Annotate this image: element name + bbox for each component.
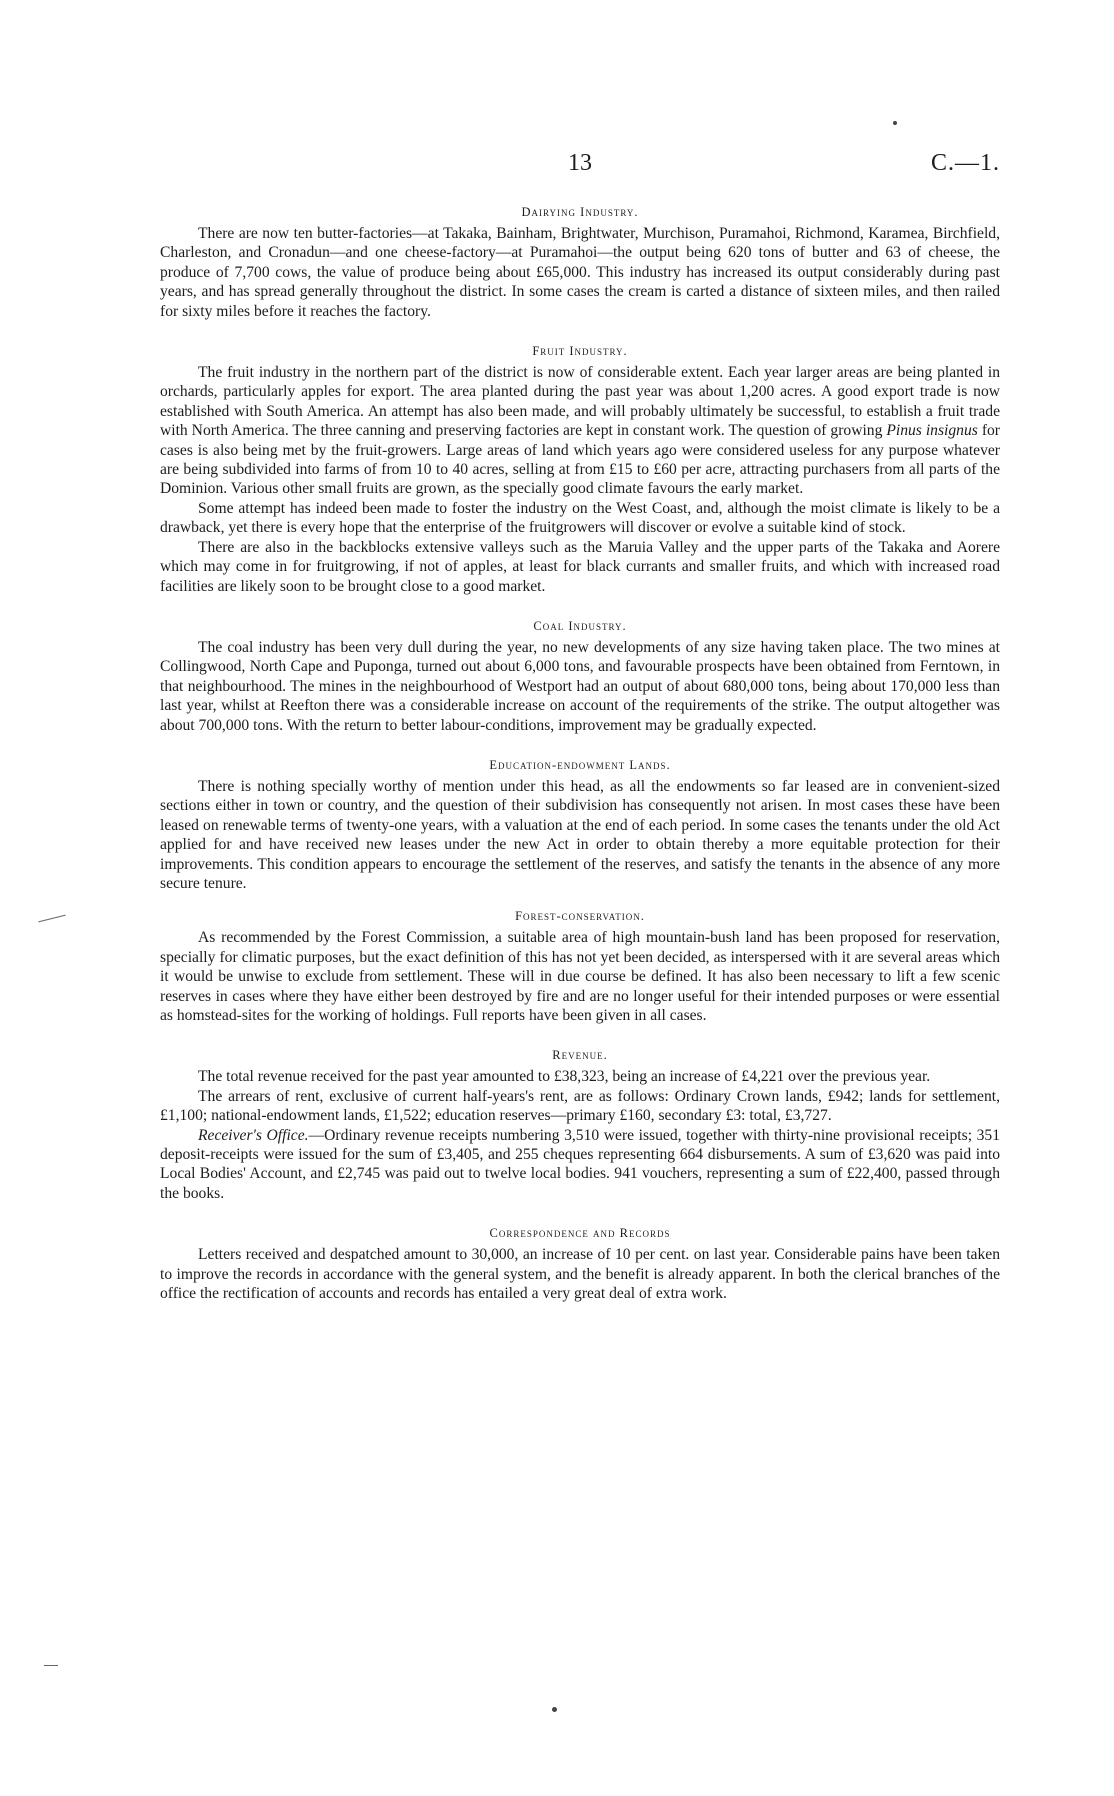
section-correspondence-and-records	[160, 1224, 1000, 1303]
page-content	[160, 203, 1000, 1303]
document-reference: C.—1.	[930, 150, 1000, 176]
section-title: Fruit Industry.	[532, 344, 628, 359]
paragraph: The coal industry has been very dull during the year, no new developments of any size having taken place. The two mines at Collingwood, North Cape and Puponga, turned out about 6,000 tons, and favourable prospects have been obtained from Ferntown, in that neighbourhood. The mines in the neighbourhood of Westport had an output of about 680,000 tons, being about 170,000 less than last year, whilst at Reefton there was a considerable increase on account of the requirements of the strike. The output altogether was about 700,000 tons. With the return to better labour-conditions, improvement may be gradually expected.	[160, 638, 1000, 734]
section-fruit-industry	[160, 342, 1000, 596]
italic-term: Receiver's Office.	[198, 1126, 309, 1144]
section-title: Education-endowment Lands.	[489, 757, 671, 772]
paragraph	[160, 363, 1000, 499]
section-coal-industry	[160, 617, 1000, 735]
paragraph: There is nothing specially worthy of mention under this head, as all the endowments so far leased are in convenient-sized sections either in town or country, and the question of their subdivision has consequently not arisen. In most cases these have been leased on renewable terms of twenty-one years, with a valuation at the end of each period. In some cases the tenants under the old Act applied for and have received new leases under the new Act in order to obtain thereby a more equitable protection for their improvements. This condition appears to encourage the settlement of the reserves, and satisfy the tenants in the absence of any more secure tenure.	[160, 777, 1000, 892]
paragraph-text: for cases is also being met by the fruit-growers. Large areas of land which years ago were considered useless for any purpose whatever are being subdivided into farms of from 10 to 40 acres, selling at from £15 to £60 per acre, attracting purchasers from all parts of the Dominion. Various other small fruits are grown, as the specially good climate favours the early market.	[160, 422, 1000, 498]
section-title: Coal Industry.	[533, 618, 627, 633]
paragraph: There are now ten butter-factories—at Takaka, Bainham, Brightwater, Murchison, Puramahoi, Richmond, Karamea, Birchfield, Charleston, and Cronadun—and one cheese-factory—at Puramahoi—the output being 620 tons of butter and 63 of cheese, the produce of 7,700 cows, the value of produce being about £65,000. This industry has increased its output considerably during past years, and has spread generally throughout the district. In some cases the cream is carted a distance of sixteen miles, and then railed for sixty miles before it reaches the factory.	[160, 225, 1000, 320]
scan-stroke	[38, 915, 65, 923]
paragraph	[160, 1126, 1000, 1204]
section-forest-conservation	[160, 907, 1000, 1025]
scan-speck	[552, 1707, 557, 1712]
paragraph: Letters received and despatched amount to 30,000, an increase of 10 per cent. on last year. Considerable pains have been taken to improve the records in accordance with the general system, and the benefit is already apparent. In both the clerical branches of the office the rectification of accounts and records has entailed a very great deal of extra work.	[160, 1246, 1000, 1303]
paragraph-text: The fruit industry in the northern part of the district is now of considerable extent. Each year larger areas are being planted in orchards, particularly apples for export. The area planted during the past year was about 1,200 acres. A good export trade is now established with South America. An attempt has also been made, and will probably ultimately be successful, to establish a fruit trade with North America. The three canning and preserving factories are kept in constant work. The question of growing	[160, 364, 1000, 440]
section-dairying-industry	[160, 203, 1000, 321]
section-title: Revenue.	[552, 1048, 608, 1063]
paragraph-text: —Ordinary revenue receipts numbering 3,510 were issued, together with thirty-nine provisional receipts; 351 deposit-receipts were issued for the sum of £3,405, and 255 cheques representing 664 disbursements. A sum of £3,620 was paid into Local Bodies' Account, and £2,745 was paid out to twelve local bodies. 941 vouchers, representing a sum of £22,400, passed through the books.	[160, 1126, 1000, 1202]
section-revenue	[160, 1046, 1000, 1203]
section-title: Forest-conservation.	[515, 909, 645, 924]
paragraph: The arrears of rent, exclusive of current half-years's rent, are as follows: Ordinary Crown lands, £942; lands for settlement, £1,100; national-endowment lands, £1,522; education reserves—primary £160, secondary £3: total, £3,727.	[160, 1087, 1000, 1125]
scan-speck	[893, 121, 897, 125]
paragraph: The total revenue received for the past year amounted to £38,323, being an increase of £4,221 over the previous year.	[198, 1068, 931, 1086]
scan-stroke	[44, 1665, 58, 1666]
paragraph: Some attempt has indeed been made to foster the industry on the West Coast, and, although the moist climate is likely to be a drawback, yet there is every hope that the enterprise of the fruitgrowers will discover or evolve a suitable kind of stock.	[160, 499, 1000, 537]
section-title: Dairying Industry.	[521, 205, 639, 219]
italic-term: Pinus insignus	[886, 422, 978, 440]
paragraph: As recommended by the Forest Commission, a suitable area of high mountain-bush land has been proposed for reservation, specially for climatic purposes, but the exact definition of this has not yet been decided, as interspersed with it are several areas which it would be unwise to exclude from settlement. These will in due course be defined. It has also been necessary to lift a few scenic reserves in cases where they have either been destroyed by fire and are no longer useful for their intended purposes or were essential as homstead-sites for the working of holdings. Full reports have been given in all cases.	[160, 929, 1000, 1024]
section-title: Correspondence and Records	[489, 1226, 671, 1241]
page-number: 13	[568, 150, 592, 176]
paragraph: There are also in the backblocks extensive valleys such as the Maruia Valley and the upper parts of the Takaka and Aorere which may come in for fruitgrowing, if not of apples, at least for black currants and smaller fruits, and which with increased road facilities are likely soon to be brought close to a good market.	[160, 538, 1000, 595]
section-education-endowment-lands	[160, 756, 1000, 893]
page-header	[160, 150, 1000, 184]
